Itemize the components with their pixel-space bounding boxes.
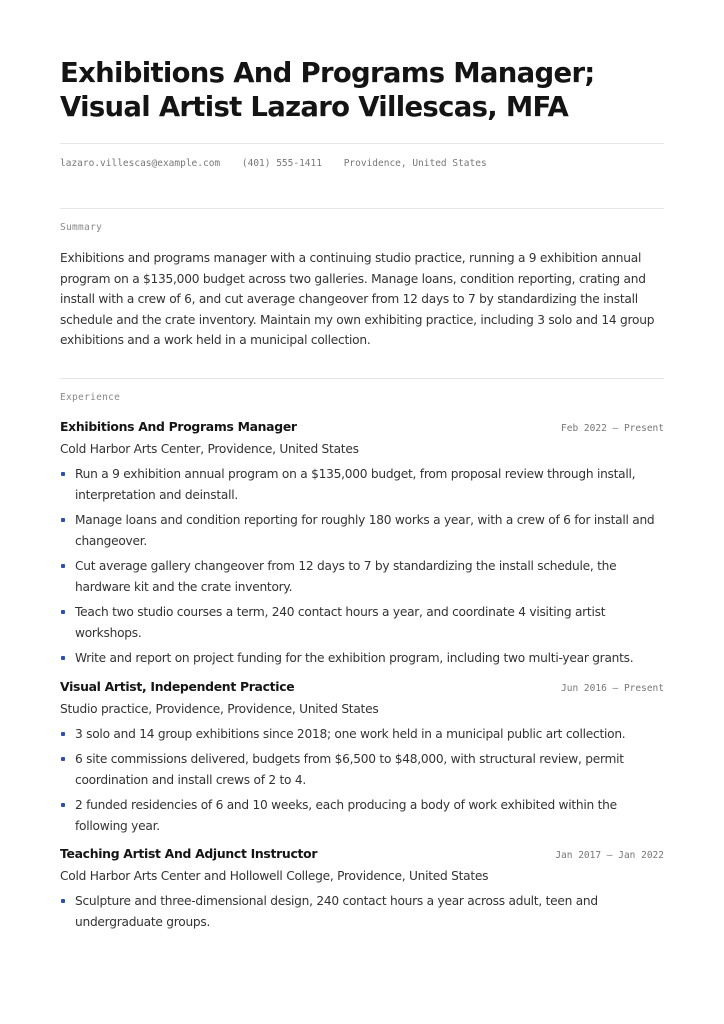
divider [60,143,664,144]
job-entry [60,679,664,837]
job-title: Exhibitions And Programs Manager [60,419,297,434]
bullet-text: Teach two studio courses a term, 240 contact hours a year, and coordinate 4 visiting artist workshops. [75,605,606,640]
bullet-item [60,724,664,745]
bullet-item [60,749,664,790]
bullet-marker-icon [61,757,65,761]
experience-section-label: Experience [60,392,121,403]
divider [60,208,664,209]
bullet-marker-icon [61,899,65,903]
bullet-text: 6 site commissions delivered, budgets from $6,500 to $48,000, with structural review, permit coordination and install crews of 2 to 4. [75,752,624,787]
bullet-text: Cut average gallery changeover from 12 days to 7 by standardizing the install schedule, the hardware kit and the crate inventory. [75,559,617,594]
job-organization: Cold Harbor Arts Center and Hollowell College, Providence, United States [60,869,489,883]
bullet-text: Sculpture and three-dimensional design, 240 contact hours a year across adult, teen and undergraduate groups. [75,894,598,929]
job-organization: Cold Harbor Arts Center, Providence, United States [60,442,359,456]
job-header [60,846,664,866]
job-title: Visual Artist, Independent Practice [60,678,295,694]
bullet-item [60,648,664,669]
bullet-text: Run a 9 exhibition annual program on a $135,000 budget, from proposal review through install, interpretation and deinstall. [75,467,636,502]
job-header [60,419,664,439]
bullet-marker-icon [61,732,65,736]
job-dates: Feb 2022 — Present [561,423,664,434]
bullet-text: Write and report on project funding for the exhibition program, including two multi-year grants. [75,651,634,665]
bullet-item [60,795,664,836]
job-title: Teaching Artist And Adjunct Instructor [60,846,318,861]
job-bullets [60,464,664,669]
job-dates: Jun 2016 — Present [561,682,664,694]
bullet-text: 2 funded residencies of 6 and 10 weeks, each producing a body of work exhibited within the following year. [75,798,617,833]
job-header [60,679,664,699]
bullet-marker-icon [61,518,65,522]
bullet-marker-icon [61,610,65,614]
bullet-text: 3 solo and 14 group exhibitions since 2018; one work held in a municipal public art collection. [75,726,626,741]
bullet-item [60,602,664,643]
bullet-item [60,464,664,505]
bullet-marker-icon [61,472,65,476]
job-dates: Jan 2017 — Jan 2022 [555,850,664,861]
bullet-text: Manage loans and condition reporting for roughly 180 works a year, with a crew of 6 for install and changeover. [75,513,655,548]
job-bullets [60,724,664,837]
bullet-item [60,556,664,597]
contact-location: Providence, United States [343,158,487,169]
bullet-item [60,510,664,551]
contact-line [60,158,503,169]
bullet-marker-icon [61,564,65,568]
candidate-name: Exhibitions And Programs Manager; Visual Artist Lazaro Villescas, MFA [60,57,595,123]
bullet-marker-icon [61,803,65,807]
job-entry [60,419,664,669]
experience-list [60,419,664,942]
contact-email: lazaro.villescas@example.com [60,158,221,169]
summary-section-label: Summary [60,222,103,233]
job-organization: Studio practice, Providence, Providence, United States [60,701,379,716]
job-bullets [60,891,664,932]
contact-phone: (401) 555-1411 [241,158,322,169]
job-entry [60,846,664,932]
bullet-item [60,891,664,932]
summary-text: Exhibitions and programs manager with a continuing studio practice, running a 9 exhibition annual program on a $135,000 budget across two galleries. Manage loans, condition reporting, crating and install with a crew of 6, and cut average changeover from 12 days to 7 by standardizing the install schedule and the crate inventory. Maintain my own exhibiting practice, including 3 solo and 14 group exhibitions and a work held in a municipal collection. [60,251,655,347]
divider [60,378,664,379]
bullet-marker-icon [61,656,65,660]
